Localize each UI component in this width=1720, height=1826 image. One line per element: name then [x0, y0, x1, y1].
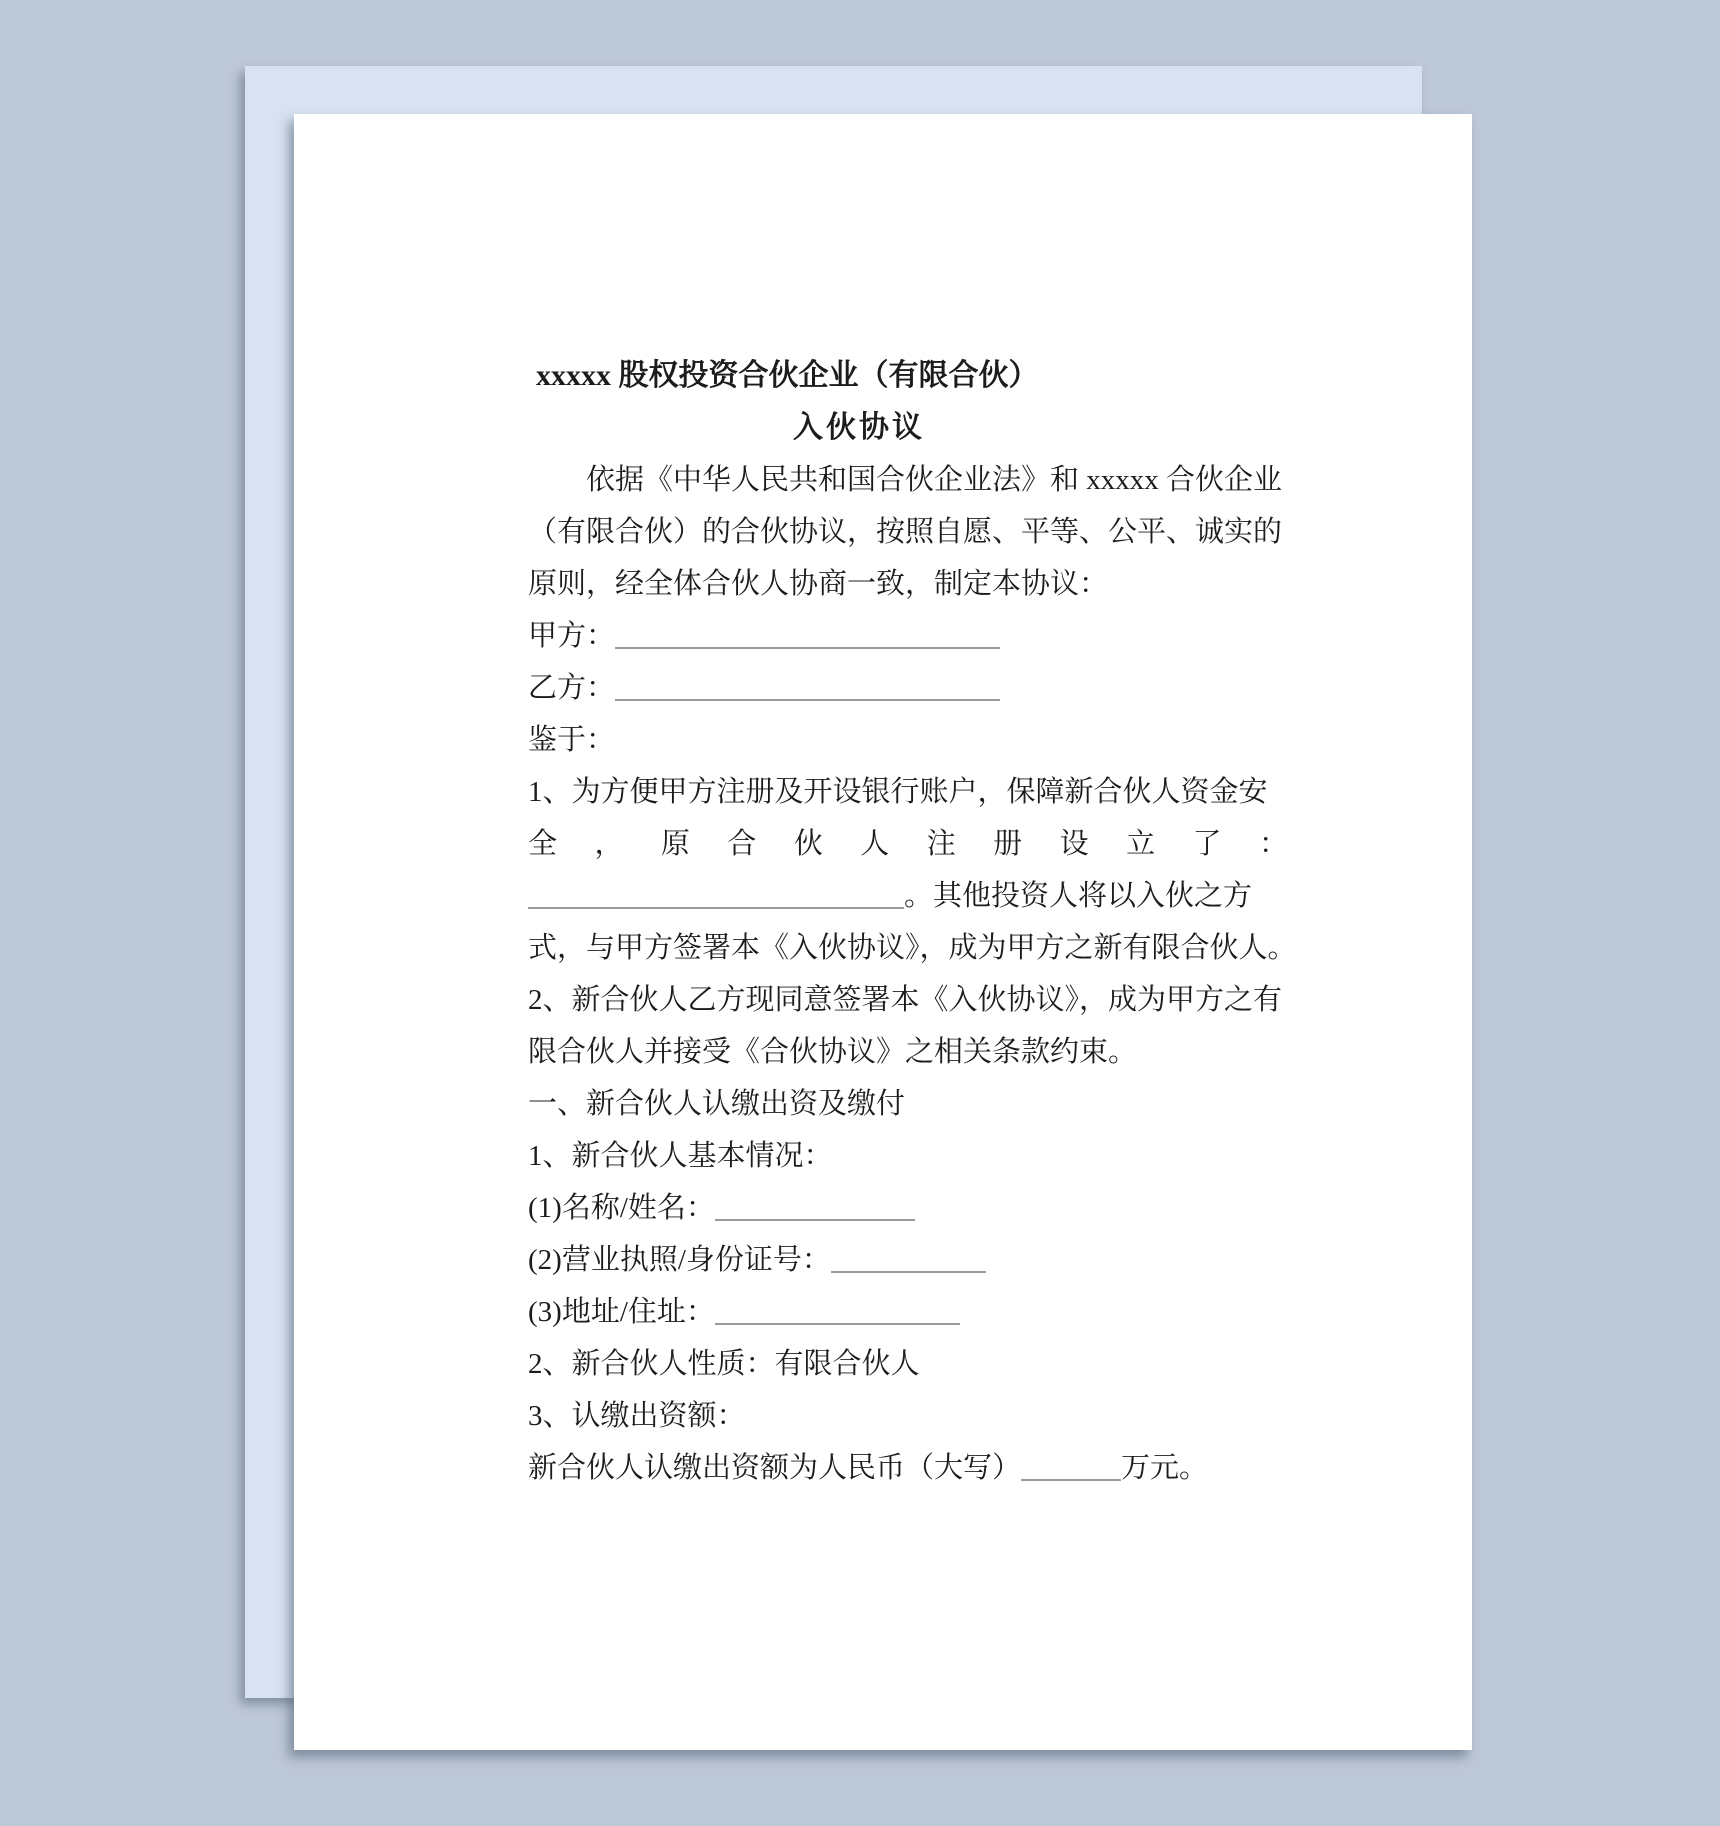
- party-b-line: [528, 662, 1288, 714]
- recital-1-line-4: [528, 922, 1297, 974]
- item-3-heading: [528, 1390, 1288, 1442]
- field-license-id: [528, 1234, 1288, 1286]
- blank-field: [528, 877, 904, 909]
- blank-field: [615, 617, 1000, 649]
- doc-text: (1)名称/姓名：: [528, 1192, 715, 1224]
- doc-subtitle: [528, 402, 1288, 454]
- recital-2-line-2: [528, 1026, 1288, 1078]
- blank-field: [715, 1293, 960, 1325]
- preamble-line-3: [528, 558, 1288, 610]
- doc-text: 全，原合伙人注册设立了：: [528, 828, 1288, 860]
- doc-text: (3)地址/住址：: [528, 1296, 715, 1328]
- recital-1-line-3: [528, 870, 1288, 922]
- blank-field: [615, 669, 1000, 701]
- preamble-line-1: [528, 454, 1288, 506]
- doc-text: 甲方：: [528, 620, 616, 652]
- item-1-heading: [528, 1130, 1288, 1182]
- doc-text: 式，与甲方签署本《入伙协议》，成为甲方之新有限合伙人。: [528, 932, 1297, 964]
- doc-text: 依据《中华人民共和国合伙企业法》和 xxxxx 合伙企业: [586, 464, 1283, 496]
- item-2-line: [528, 1338, 1288, 1390]
- doc-text: 原则，经全体合伙人协商一致，制定本协议：: [528, 568, 1109, 600]
- doc-text: 3、认缴出资额：: [528, 1400, 746, 1432]
- doc-text: 一、新合伙人认缴出资及缴付: [528, 1088, 906, 1120]
- doc-text: 1、新合伙人基本情况：: [528, 1140, 833, 1172]
- blank-field: [831, 1241, 986, 1273]
- doc-text: 乙方：: [528, 672, 616, 704]
- recital-1-line-1: [528, 766, 1288, 818]
- preamble-line-2: [528, 506, 1288, 558]
- doc-text: 新合伙人认缴出资额为人民币（大写）: [528, 1452, 1022, 1484]
- whereas-line: [528, 714, 1288, 766]
- doc-text: 2、新合伙人性质：有限合伙人: [528, 1348, 920, 1380]
- recital-1-line-2: [528, 818, 1288, 870]
- field-address: [528, 1286, 1288, 1338]
- party-a-line: [528, 610, 1288, 662]
- doc-text: 万元。: [1121, 1452, 1209, 1484]
- doc-text: 2、新合伙人乙方现同意签署本《入伙协议》，成为甲方之有: [528, 984, 1283, 1016]
- doc-text: 限合伙人并接受《合伙协议》之相关条款约束。: [528, 1036, 1138, 1068]
- doc-text: xxxxx 股权投资合伙企业（有限合伙）: [536, 359, 1039, 392]
- doc-text: 1、为方便甲方注册及开设银行账户，保障新合伙人资金安: [528, 776, 1268, 808]
- doc-text: 入伙协议: [793, 411, 925, 444]
- blank-field: [1021, 1449, 1121, 1481]
- document-page: [294, 114, 1472, 1750]
- document-content: [294, 114, 1472, 1494]
- contribution-line: [528, 1442, 1288, 1494]
- blank-field: [715, 1189, 915, 1221]
- doc-text: （有限合伙）的合伙协议，按照自愿、平等、公平、诚实的: [528, 516, 1283, 548]
- recital-2-line-1: [528, 974, 1288, 1026]
- doc-title: [528, 350, 1288, 402]
- section-1-heading: [528, 1078, 1288, 1130]
- doc-text: 。其他投资人将以入伙之方: [904, 880, 1253, 912]
- doc-text: (2)营业执照/身份证号：: [528, 1244, 831, 1276]
- doc-text: 鉴于：: [528, 724, 616, 756]
- field-name: [528, 1182, 1288, 1234]
